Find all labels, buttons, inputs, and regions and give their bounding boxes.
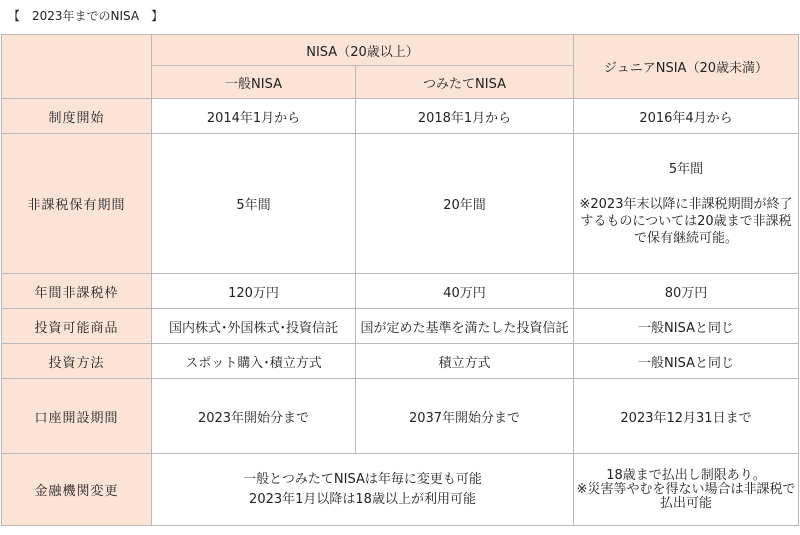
tsumitate-cell: 20年間 [356,134,574,274]
junior-period-note: ※2023年末以降に非課税期間が終了するものについては20歳まで非課税で保有継続可能。 [579,196,793,246]
junior-cell: 2023年12月31日まで [574,379,799,454]
general-cell: 2023年開始分まで [152,379,356,454]
header-corner [2,35,152,99]
row-label: 口座開設期間 [2,379,152,454]
table-row [2,344,799,379]
general-cell: 国内株式･外国株式･投資信託 [152,309,356,344]
junior-cell: 一般NISAと同じ [574,344,799,379]
table-row [2,274,799,309]
junior-cell: 80万円 [574,274,799,309]
junior-withdrawal-limit: 18歳まで払出し制限あり。 [606,467,766,483]
row-label: 投資可能商品 [2,309,152,344]
row-label: 非課税保有期間 [2,134,152,274]
header-general-nisa: 一般NISA [152,66,356,99]
tsumitate-cell: 2018年1月から [356,99,574,134]
table-row [2,99,799,134]
table-row [2,454,799,526]
general-cell: 5年間 [152,134,356,274]
junior-cell [574,454,799,526]
tsumitate-cell: 40万円 [356,274,574,309]
general-cell: スポット購入･積立方式 [152,344,356,379]
row-label: 制度開始 [2,99,152,134]
tsumitate-cell: 2037年開始分まで [356,379,574,454]
header-nisa-group: NISA（20歳以上） [152,35,574,66]
tsumitate-cell: 国が定めた基準を満たした投資信託 [356,309,574,344]
header-junior-nisa: ジュニアNSIA（20歳未満） [574,35,799,99]
nisa-comparison-table [1,34,799,526]
row-label: 金融機関変更 [2,454,152,526]
page-title: 【 2023年までのNISA 】 [8,9,164,23]
junior-period: 5年間 [668,161,704,177]
junior-cell [574,134,799,274]
merged-nisa-cell [152,454,574,526]
merged-line-1: 一般とつみたてNISAは年毎に変更も可能 [243,471,482,487]
general-cell: 120万円 [152,274,356,309]
table-row [2,309,799,344]
table-row [2,134,799,274]
general-cell: 2014年1月から [152,99,356,134]
merged-line-2: 2023年1月以降は18歳以上が利用可能 [249,491,476,507]
junior-cell: 一般NISAと同じ [574,309,799,344]
junior-withdrawal-note: ※災害等やむを得ない場合は非課税で払出可能 [576,481,796,511]
row-label: 投資方法 [2,344,152,379]
row-label: 年間非課税枠 [2,274,152,309]
junior-cell: 2016年4月から [574,99,799,134]
table-row [2,379,799,454]
tsumitate-cell: 積立方式 [356,344,574,379]
header-tsumitate-nisa: つみたてNISA [356,66,574,99]
